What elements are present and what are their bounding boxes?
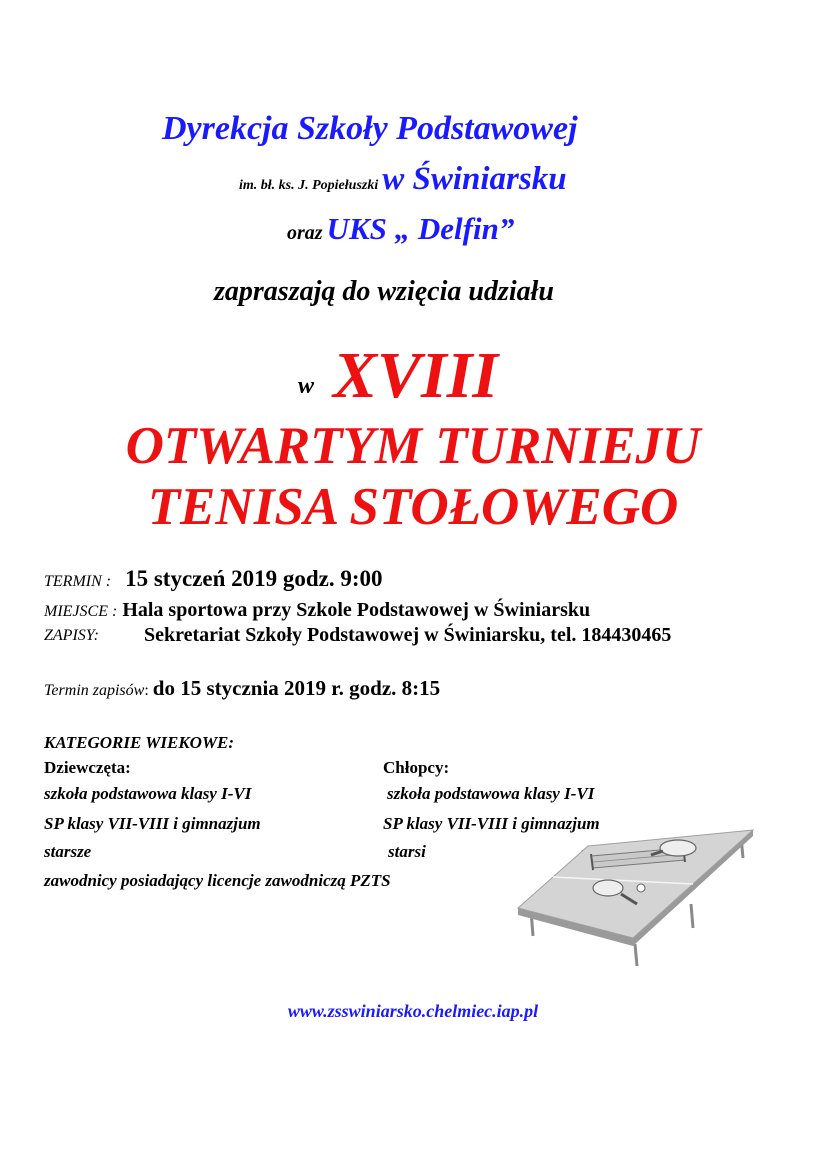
title-prefix: w xyxy=(298,373,315,399)
school-location: w Świniarsku xyxy=(382,161,567,197)
boys-category: SP klasy VII-VIII i gimnazjum xyxy=(383,814,600,833)
zapisy-label: ZAPISY: xyxy=(44,627,99,644)
categories-heading: KATEGORIE WIEKOWE: xyxy=(44,733,235,752)
boys-label: Chłopcy: xyxy=(383,758,450,777)
invitation-text: zapraszają do wzięcia udziału xyxy=(214,276,554,307)
boys-category: starsi xyxy=(388,842,426,861)
girls-category: starsze xyxy=(44,842,92,861)
termin-value: 15 styczeń 2019 godz. 9:00 xyxy=(125,566,383,591)
school-name: Dyrekcja Szkoły Podstawowej xyxy=(162,110,578,147)
girls-category: szkoła podstawowa klasy I-VI xyxy=(44,784,252,803)
title-line-2: TENISA STOŁOWEGO xyxy=(147,478,679,536)
girls-category: SP klasy VII-VIII i gimnazjum xyxy=(44,814,261,833)
deadline-label: Termin zapisów xyxy=(44,682,145,699)
website-link[interactable]: www.zsswiniarsko.chelmiec.iap.pl xyxy=(287,1001,539,1021)
club-line xyxy=(287,211,514,247)
miejsce-row xyxy=(44,599,590,622)
miejsce-label: MIEJSCE : xyxy=(44,603,118,620)
girls-category: zawodnicy posiadający licencje zawodniczą PZTS xyxy=(44,871,391,890)
miejsce-value: Hala sportowa przy Szkole Podstawowej w Świniarsku xyxy=(122,599,591,621)
title-line-1: OTWARTYM TURNIEJU xyxy=(125,417,701,475)
zapisy-value: Sekretariat Szkoły Podstawowej w Świniarsku, tel. 184430465 xyxy=(144,624,672,646)
edition-number: XVIII xyxy=(333,339,499,412)
girls-label: Dziewczęta: xyxy=(44,758,131,777)
club-name: UKS „ Delfin” xyxy=(326,211,515,246)
club-conjunction: oraz xyxy=(287,222,323,244)
school-patron-line xyxy=(239,161,567,198)
deadline-value: do 15 stycznia 2019 r. godz. 8:15 xyxy=(152,676,441,700)
boys-category: szkoła podstawowa klasy I-VI xyxy=(387,784,595,803)
termin-label: TERMIN : xyxy=(44,573,112,590)
school-patron: im. bł. ks. J. Popiełuszki xyxy=(239,178,379,193)
deadline-colon: : xyxy=(144,682,153,699)
deadline-row xyxy=(44,676,440,701)
termin-row xyxy=(44,566,383,592)
ping-pong-table-icon xyxy=(513,818,758,968)
